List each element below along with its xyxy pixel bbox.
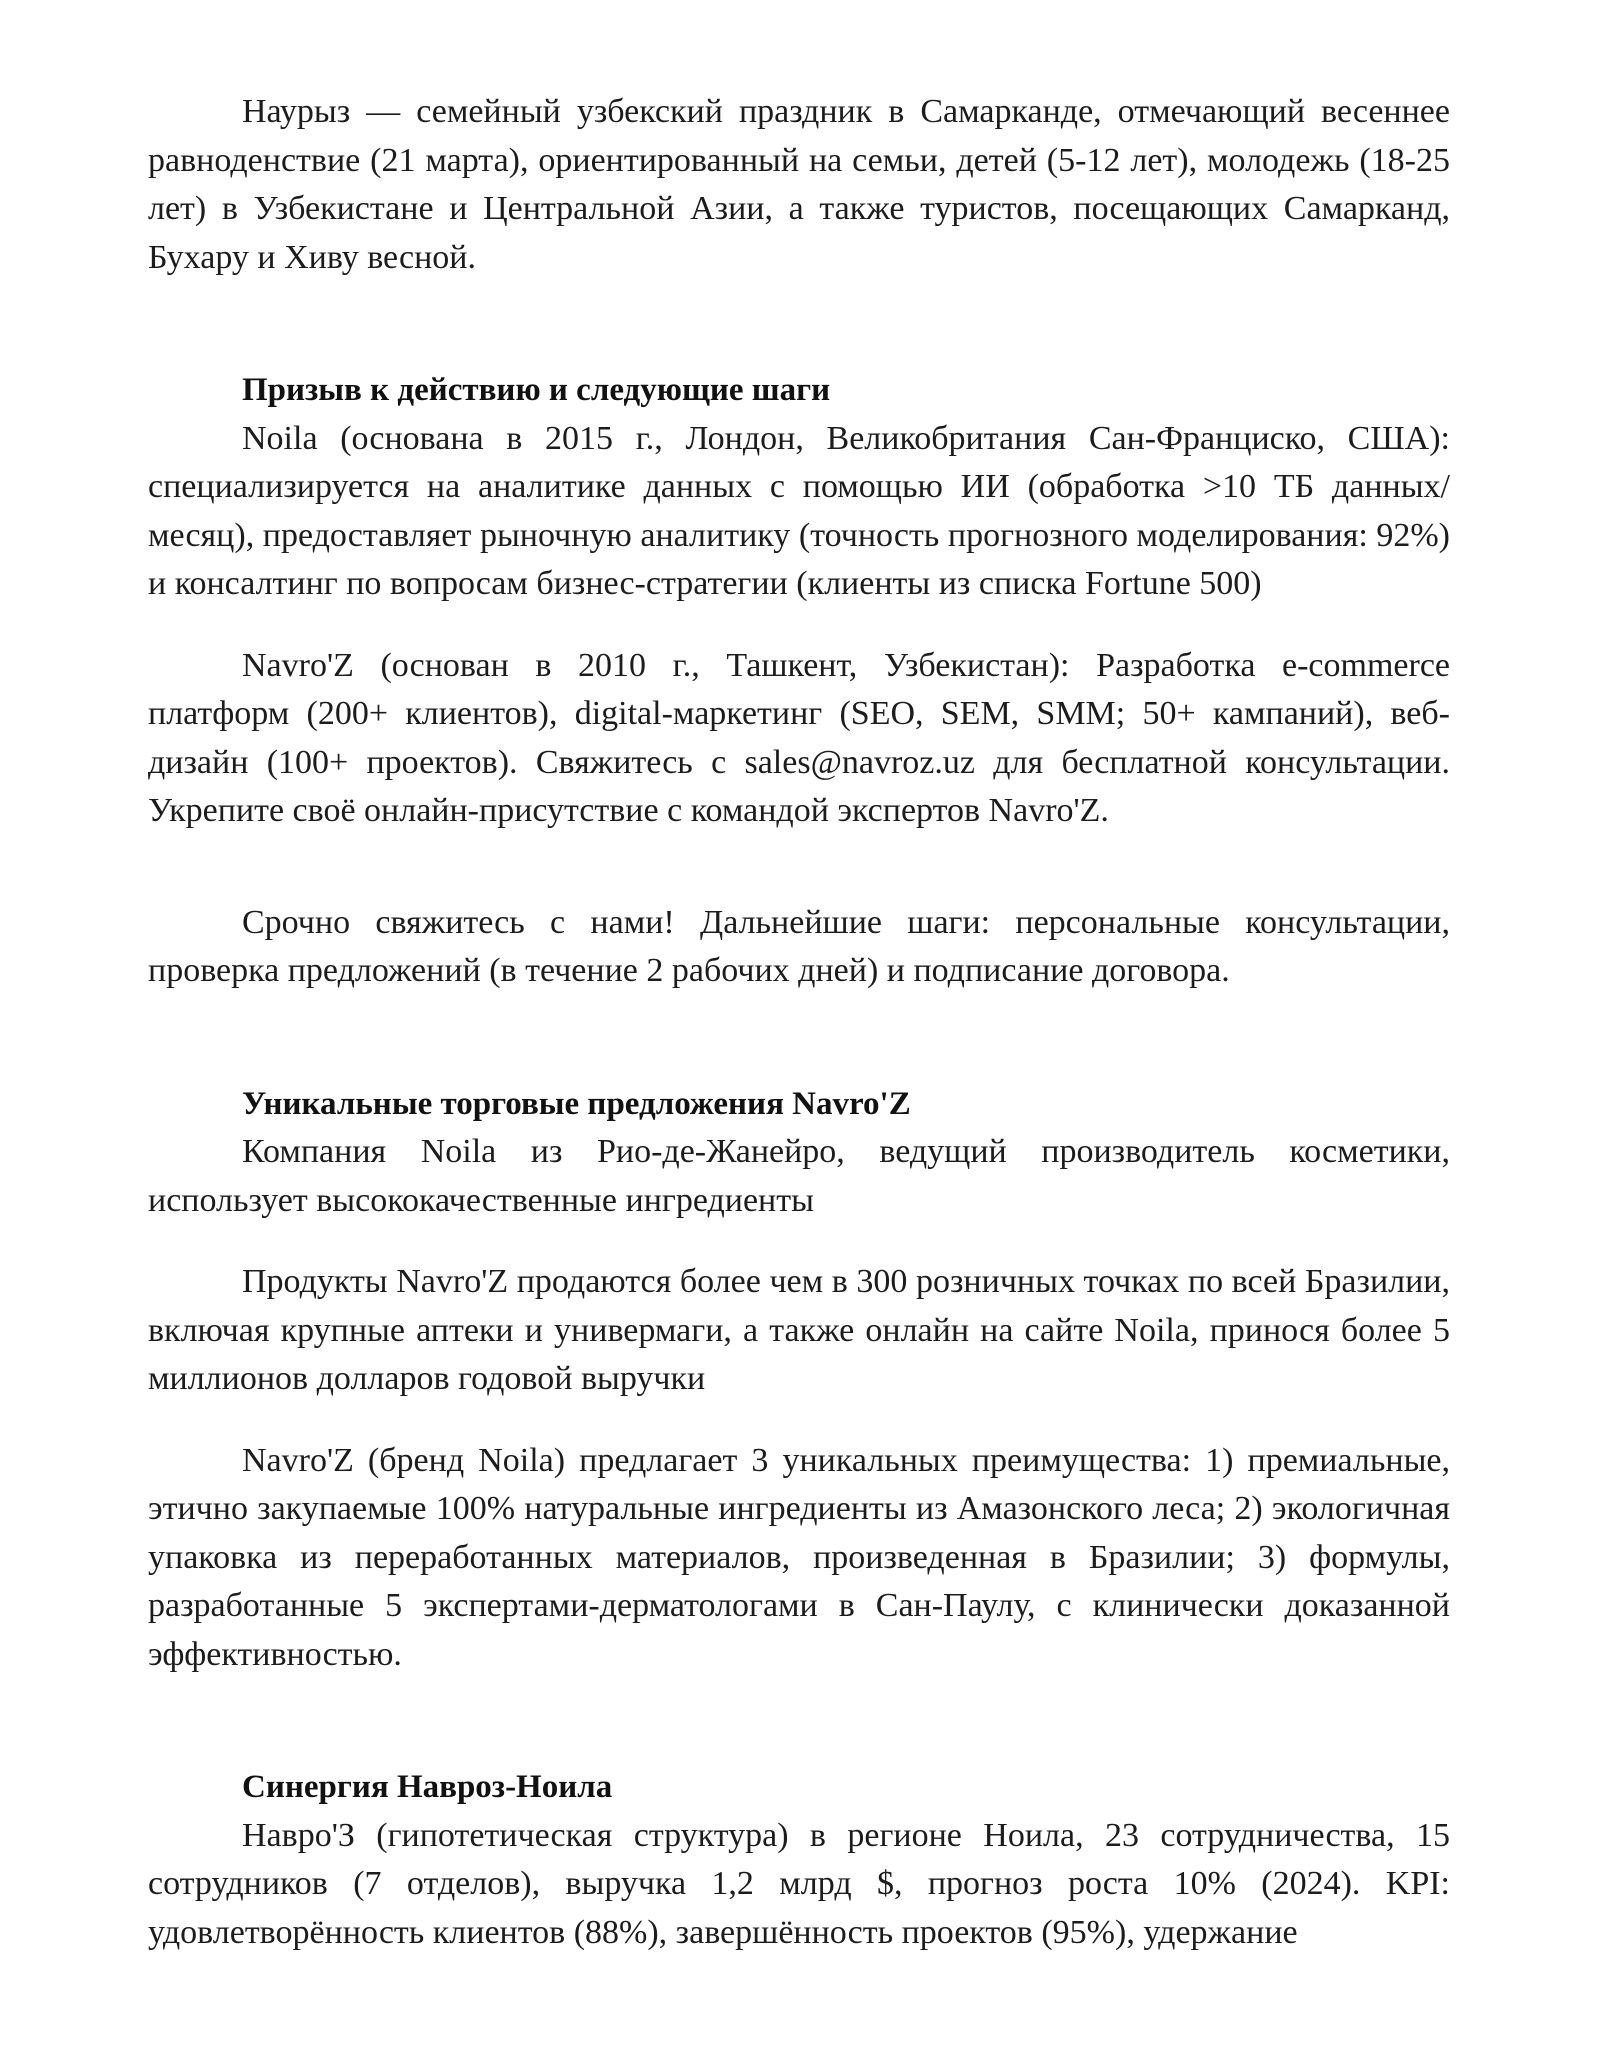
heading-synergy: Синергия Навроз-Ноила	[242, 1769, 613, 1805]
intro-paragraph: Наурыз — семейный узбекский праздник в Самарканде, отмечающий весеннее равноденствие (21 марта), ориентированный на семьи, детей (5-12 лет), молодежь (18-25 лет) в Узбекистане и Центральной Азии, а также туристов, посещающих Самарканд, Бухару и Хиву весной.	[148, 93, 1450, 276]
spacer	[148, 1225, 1450, 1258]
advantages-paragraph: Navro'Z (бренд Noila) предлагает 3 уникальных преимущества: 1) премиальные, этично закупаемые 100% натуральные ингредиенты из Амазонского леса; 2) экологичная упаковка из переработанных материалов, произведенная в Бразилии; 3) формулы, разработанные 5 экспертами-дерматологами в Сан-Паулу, с клинически доказанной эффективностью.	[148, 1441, 1450, 1673]
retail-paragraph: Продукты Navro'Z продаются более чем в 300 розничных точках по всей Бразилии, включая крупные аптеки и универмаги, а также онлайн на сайте Noila, принося более 5 миллионов долларов годовой выручки	[148, 1263, 1450, 1397]
navroz-company-paragraph: Navro'Z (основан в 2010 г., Ташкент, Узбекистан): Разработка e-commerce платформ (200+ клиентов), digital-маркетинг (SEO, SEM, SMM; 50+ кампаний), веб-дизайн (100+ проектов). Свяжитесь с sales@navroz.uz для бесплатной консультации. Укрепите своё онлайн-присутствие с командой экспертов Navro'Z.	[148, 646, 1450, 829]
spacer	[148, 609, 1450, 642]
spacer	[148, 282, 1450, 366]
urgent-cta-paragraph: Срочно свяжитесь с нами! Дальнейшие шаги: персональные консультации, проверка предложений (в течение 2 рабочих дней) и подписание договора.	[148, 903, 1450, 989]
heading-usp: Уникальные торговые предложения Navro'Z	[242, 1085, 911, 1122]
spacer	[148, 836, 1450, 899]
spacer	[148, 1404, 1450, 1437]
spacer	[148, 1679, 1450, 1763]
synergy-paragraph: Навро'З (гипотетическая структура) в регионе Ноила, 23 сотрудничества, 15 сотрудников (7 отделов), выручка 1,2 млрд $, прогноз роста 10% (2024). KPI: удовлетворённость клиентов (88%), завершённость проектов (95%), удержание	[148, 1816, 1450, 1951]
spacer	[148, 996, 1450, 1080]
heading-call-to-action: Призыв к действию и следующие шаги	[242, 372, 831, 408]
noila-company-paragraph: Noila (основана в 2015 г., Лондон, Великобритания Сан-Франциско, США): специализируется на аналитике данных с помощью ИИ (обработка >10 ТБ данных/месяц), предоставляет рыночную аналитику (точность прогнозного моделирования: 92%) и консалтинг по вопросам бизнес-стратегии (клиенты из списка Fortune 500)	[148, 419, 1450, 602]
noila-cosmetics-paragraph: Компания Noila из Рио-де-Жанейро, ведущий производитель косметики, использует высококачественные ингредиенты	[148, 1133, 1450, 1219]
document-page	[148, 88, 1450, 1957]
